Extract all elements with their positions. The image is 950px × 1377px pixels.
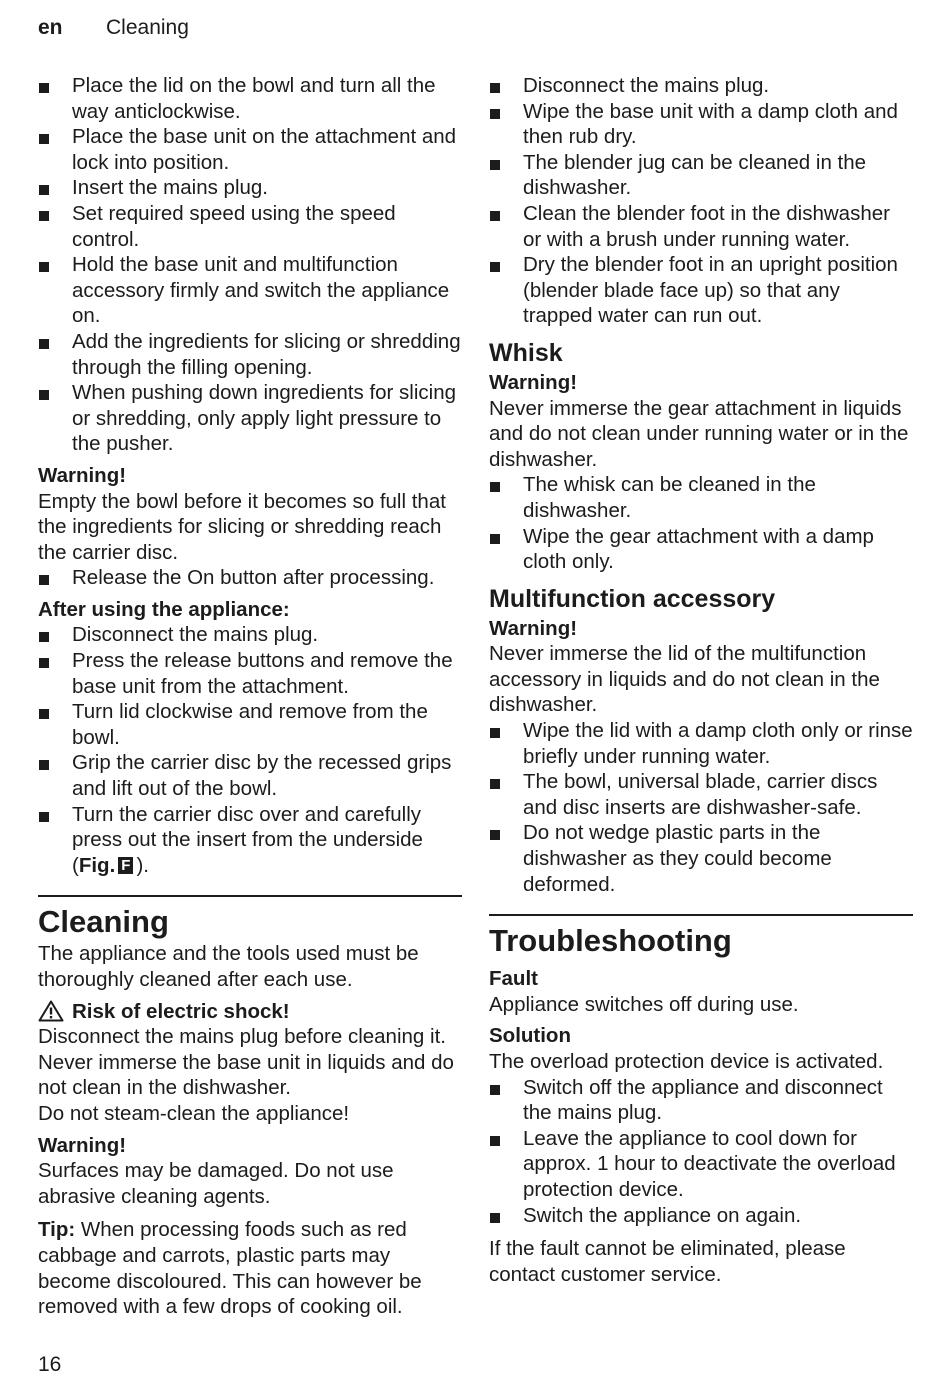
left-column [38,73,462,1320]
bullet-icon [39,632,49,642]
list-item: The whisk can be cleaned in the dishwasher. [489,472,913,523]
list-item: Place the lid on the bowl and turn all the way anticlockwise. [38,73,462,124]
bullet-icon [490,482,500,492]
intro-list [38,73,462,457]
bullet-icon [39,134,49,144]
bullet-icon [490,262,500,272]
warning-label: Warning! [38,1133,127,1157]
bullet-icon [39,83,49,93]
cleaning-heading: Cleaning [38,904,169,940]
cleaning-steps-list [489,73,913,329]
tip-paragraph [38,1217,462,1319]
bullet-icon [39,658,49,668]
list-item: Release the On button after processing. [38,565,462,591]
list-item: When pushing down ingredients for slicing or shredding, only apply light pressure to the pusher. [38,380,462,457]
risk-label: Risk of electric shock! [72,999,290,1023]
list-item: Do not wedge plastic parts in the dishwasher as they could become deformed. [489,820,913,897]
page-number: 16 [38,1353,62,1376]
bullet-icon [490,534,500,544]
closing-text: If the fault cannot be eliminated, please contact customer service. [489,1237,846,1286]
list-item: Wipe the base unit with a damp cloth and then rub dry. [489,99,913,150]
after-use-list [38,622,462,801]
bullet-icon [490,160,500,170]
bullet-icon [39,339,49,349]
bullet-icon [39,709,49,719]
bullet-icon [490,830,500,840]
list-item: Place the base unit on the attachment and lock into position. [38,124,462,175]
list-item: Disconnect the mains plug. [38,622,462,648]
bullet-icon [39,185,49,195]
bullet-icon [39,390,49,400]
whisk-heading: Whisk [489,338,563,367]
list-item: The bowl, universal blade, carrier discs and disc inserts are dishwasher-safe. [489,769,913,820]
list-item: Set required speed using the speed control. [38,201,462,252]
bullet-icon [490,1085,500,1095]
warning-text: Empty the bowl before it becomes so full that the ingredients for slicing or shredding reach the carrier disc. [38,489,446,564]
list-item: Leave the appliance to cool down for approx. 1 hour to deactivate the overload protection device. [489,1126,913,1203]
list-item: Wipe the gear attachment with a damp cloth only. [489,524,913,575]
fault-label: Fault [489,967,538,991]
warning-text: Never immerse the gear attachment in liquids and do not clean under running water or in the dishwasher. [489,396,909,471]
warning-label: Warning! [489,370,578,394]
bullet-icon [39,812,49,822]
bullet-icon [39,760,49,770]
cleaning-intro: The appliance and the tools used must be thoroughly cleaned after each use. [38,942,419,991]
list-item: Turn the carrier disc over and carefully press out the insert from the underside (Fig. F ). [38,802,462,879]
right-column [489,73,913,1287]
list-item: Switch the appliance on again. [489,1203,913,1229]
list-item: The blender jug can be cleaned in the dishwasher. [489,150,913,201]
risk-warning [38,999,462,1025]
list-item: Grip the carrier disc by the recessed grips and lift out of the bowl. [38,750,462,801]
figure-letter-badge: F [118,857,133,874]
solution-label: Solution [489,1024,571,1048]
solution-list [489,1075,913,1229]
figure-ref-label: Fig. [78,853,116,877]
list-item: Hold the base unit and multifunction accessory firmly and switch the appliance on. [38,252,462,329]
list-item: Clean the blender foot in the dishwasher or with a brush under running water. [489,201,913,252]
bullet-icon [490,83,500,93]
list-item: Press the release buttons and remove the base unit from the attachment. [38,648,462,699]
solution-text: The overload protection device is activated. [489,1050,884,1073]
bullet-icon [490,779,500,789]
bullet-icon [490,211,500,221]
bullet-icon [490,728,500,738]
list-item: Insert the mains plug. [38,175,462,201]
troubleshooting-heading: Troubleshooting [489,923,732,959]
bullet-icon [39,211,49,221]
list-item: Dry the blender foot in an upright position (blender blade face up) so that any trapped water can run out. [489,252,913,329]
bullet-icon [490,1213,500,1223]
bullet-icon [39,575,49,585]
list-item: Add the ingredients for slicing or shredding through the filling opening. [38,329,462,380]
list-item: Switch off the appliance and disconnect the mains plug. [489,1075,913,1126]
multifunction-heading: Multifunction accessory [489,584,776,613]
section-label: Cleaning [106,16,189,39]
warning-label: Warning! [489,616,578,640]
list-item: Turn lid clockwise and remove from the bowl. [38,699,462,750]
risk-line: Do not steam-clean the appliance! [38,1101,350,1125]
page-header [38,16,189,40]
warning-text: Never immerse the lid of the multifunction accessory in liquids and do not clean in the dishwasher. [489,642,880,717]
bullet-icon [490,109,500,119]
section-divider [38,895,462,897]
warning-text: Surfaces may be damaged. Do not use abrasive cleaning agents. [38,1159,394,1208]
language-label: en [38,16,63,39]
fault-text: Appliance switches off during use. [489,992,799,1016]
multifunction-list [489,718,913,897]
risk-line: Never immerse the base unit in liquids and do not clean in the dishwasher. [38,1050,454,1100]
tip-label: Tip: [38,1218,76,1242]
after-use-label: After using the appliance: [38,597,290,621]
warning-label: Warning! [38,463,127,487]
section-divider [489,914,913,916]
tip-text: When processing foods such as red cabbage and carrots, plastic parts may become discoloured. This can however be removed with a few drops of cooking oil. [38,1218,422,1319]
list-item: Wipe the lid with a damp cloth only or rinse briefly under running water. [489,718,913,769]
bullet-icon [39,262,49,272]
warning-triangle-icon [38,1000,64,1022]
whisk-list [489,472,913,574]
risk-line: Disconnect the mains plug before cleaning it. [38,1025,446,1049]
list-item: Disconnect the mains plug. [489,73,913,99]
bullet-icon [490,1136,500,1146]
